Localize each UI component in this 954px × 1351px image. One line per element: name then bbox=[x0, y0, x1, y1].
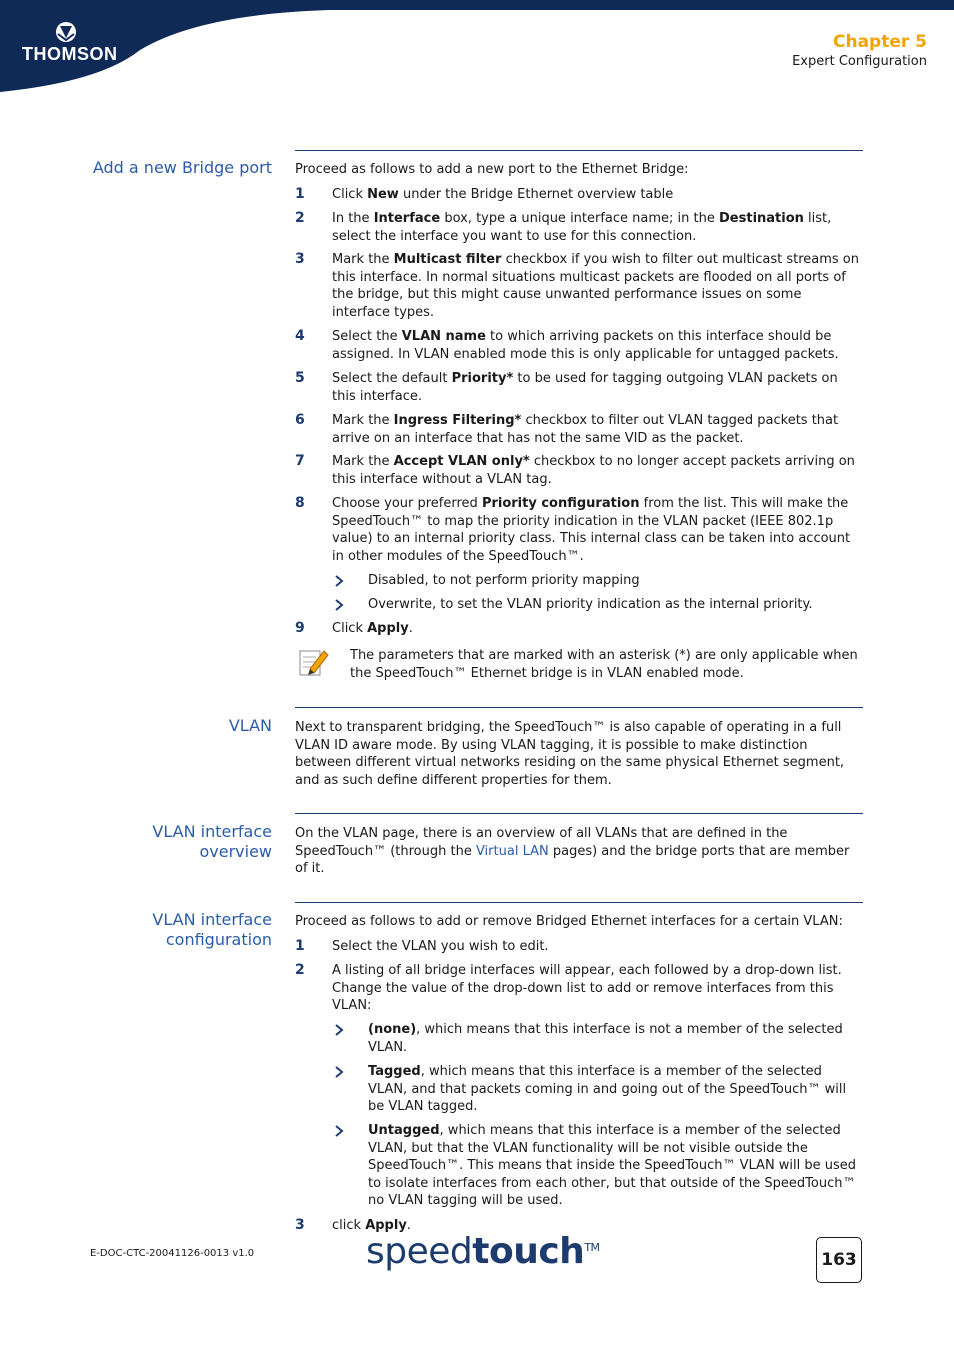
heading-add-bridge-port: Add a new Bridge port bbox=[92, 158, 272, 177]
step-text: Mark the Accept VLAN only* checkbox to no longer accept packets arriving on this interface without a VLAN tag. bbox=[332, 454, 855, 487]
bullet-text: Overwrite, to set the VLAN priority indication as the internal priority. bbox=[368, 597, 813, 612]
bridge-step bbox=[295, 210, 863, 245]
triangle-bullet-icon bbox=[334, 1066, 344, 1078]
section-divider bbox=[295, 707, 863, 708]
step-text: Click New under the Bridge Ethernet overview table bbox=[332, 187, 674, 202]
step-number: 3 bbox=[295, 1217, 305, 1233]
step-text: click Apply. bbox=[332, 1218, 411, 1233]
bridge-port-intro: Proceed as follows to add a new port to the Ethernet Bridge: bbox=[295, 162, 689, 177]
heading-vlan-overview bbox=[12, 822, 272, 862]
paragraph-text: On the VLAN page, there is an overview of all VLANs that are defined in the SpeedTouch™ (through the bbox=[295, 826, 788, 859]
section-divider bbox=[295, 813, 863, 814]
step-number: 9 bbox=[295, 620, 305, 636]
bridge-step bbox=[295, 370, 863, 405]
bullet-item bbox=[332, 1122, 864, 1210]
page-number: 163 bbox=[816, 1237, 862, 1283]
bullet-text: (none), which means that this interface is not a member of the selected VLAN. bbox=[368, 1022, 843, 1055]
bridge-step bbox=[295, 620, 863, 638]
step-number: 4 bbox=[295, 328, 305, 344]
bullet-text: Disabled, to not perform priority mapping bbox=[368, 573, 640, 588]
step-text: Select the VLAN you wish to edit. bbox=[332, 939, 549, 954]
heading-line: overview bbox=[199, 842, 272, 861]
heading-vlan: VLAN bbox=[228, 716, 272, 735]
note-text: The parameters that are marked with an asterisk (*) are only applicable when the SpeedTouch™ Ethernet bridge is in VLAN enabled mode. bbox=[350, 648, 858, 681]
step-text: Click Apply. bbox=[332, 621, 413, 636]
bridge-step bbox=[295, 453, 863, 488]
triangle-bullet-icon bbox=[334, 599, 344, 611]
logo-trademark: TM bbox=[584, 1241, 600, 1254]
vlan-step bbox=[295, 938, 863, 956]
bridge-step bbox=[295, 495, 863, 565]
section-divider bbox=[295, 902, 863, 903]
heading-vlan-config bbox=[12, 910, 272, 950]
bridge-step bbox=[295, 251, 863, 321]
heading-line: VLAN interface bbox=[152, 822, 272, 841]
bullet-text: Untagged, which means that this interface is a member of the selected VLAN, but that the VLAN functionality will be not visible outside the SpeedTouch™. This means that inside the SpeedTouch™ VLAN will be used to isolate interfaces from each other, but that outside of the SpeedTouch™ no VLAN tagging will be used. bbox=[368, 1123, 857, 1209]
bullet-item bbox=[332, 596, 864, 614]
step-number: 3 bbox=[295, 251, 305, 267]
speedtouch-logo bbox=[366, 1232, 600, 1272]
vlan-step bbox=[295, 962, 863, 1015]
bullet-item bbox=[332, 1063, 864, 1116]
step-text: In the Interface box, type a unique interface name; in the Destination list, select the interface you want to use for this connection. bbox=[332, 211, 832, 244]
triangle-bullet-icon bbox=[334, 1125, 344, 1137]
logo-text-light: speed bbox=[366, 1231, 473, 1272]
note-pencil-icon bbox=[296, 645, 332, 685]
brand-name: THOMSON bbox=[22, 44, 118, 64]
heading-line: configuration bbox=[165, 930, 272, 949]
bridge-step bbox=[295, 186, 863, 204]
vlan-config-intro: Proceed as follows to add or remove Bridged Ethernet interfaces for a certain VLAN: bbox=[295, 914, 843, 929]
document-id: E-DOC-CTC-20041126-0013 v1.0 bbox=[90, 1248, 255, 1259]
step-text: Select the default Priority* to be used for tagging outgoing VLAN packets on this interface. bbox=[332, 371, 838, 404]
step-number: 7 bbox=[295, 453, 305, 469]
bullet-item bbox=[332, 1021, 864, 1056]
step-number: 8 bbox=[295, 495, 305, 511]
heading-line: VLAN interface bbox=[152, 910, 272, 929]
step-text: Mark the Ingress Filtering* checkbox to filter out VLAN tagged packets that arrive on an interface that has not the same VID as the packet. bbox=[332, 413, 839, 446]
step-text: Mark the Multicast filter checkbox if you wish to filter out multicast streams on this interface. In normal situations multicast packets are flooded on all ports of the bridge, but this might cause unwanted performance issues on some interface types. bbox=[332, 252, 859, 320]
paragraph-text: pages) and the bridge ports that are member of it. bbox=[295, 843, 850, 877]
triangle-bullet-icon bbox=[334, 1024, 344, 1036]
bridge-step bbox=[295, 412, 863, 447]
step-text: Choose your preferred Priority configuration from the list. This will make the SpeedTouch™ to map the priority indication in the VLAN packet (IEEE 802.1p value) to an internal priority class. This internal class can be taken into account in other modules of the SpeedTouch™. bbox=[332, 496, 851, 564]
step-number: 2 bbox=[295, 962, 305, 978]
chapter-subtitle: Expert Configuration bbox=[792, 54, 927, 69]
step-number: 2 bbox=[295, 210, 305, 226]
step-number: 6 bbox=[295, 412, 305, 428]
vlan-paragraph: Next to transparent bridging, the SpeedTouch™ is also capable of operating in a full VLAN ID aware mode. By using VLAN tagging, it is possible to make distinction between different virtual networks residing on the same physical Ethernet segment, and as such define different properties for them. bbox=[295, 720, 845, 788]
section-divider bbox=[295, 150, 863, 151]
step-number: 1 bbox=[295, 186, 305, 202]
vlan-overview-paragraph bbox=[295, 825, 863, 878]
bullet-text: Tagged, which means that this interface is a member of the selected VLAN, and that packets coming in and going out of the SpeedTouch™ will be VLAN tagged. bbox=[368, 1064, 847, 1115]
bridge-step bbox=[295, 328, 863, 363]
step-number: 5 bbox=[295, 370, 305, 386]
chapter-title: Chapter 5 bbox=[832, 32, 927, 52]
logo-text-bold: touch bbox=[472, 1231, 585, 1272]
step-text: A listing of all bridge interfaces will appear, each followed by a drop-down list. Change the value of the drop-down list to add or remove interfaces from this VLAN: bbox=[332, 963, 842, 1014]
bullet-item bbox=[332, 572, 864, 590]
chapter-header bbox=[792, 31, 927, 71]
step-text: Select the VLAN name to which arriving packets on this interface should be assigned. In VLAN enabled mode this is only applicable for untagged packets. bbox=[332, 329, 839, 362]
step-number: 1 bbox=[295, 938, 305, 954]
virtual-lan-link[interactable]: Virtual LAN bbox=[475, 843, 549, 859]
triangle-bullet-icon bbox=[334, 575, 344, 587]
